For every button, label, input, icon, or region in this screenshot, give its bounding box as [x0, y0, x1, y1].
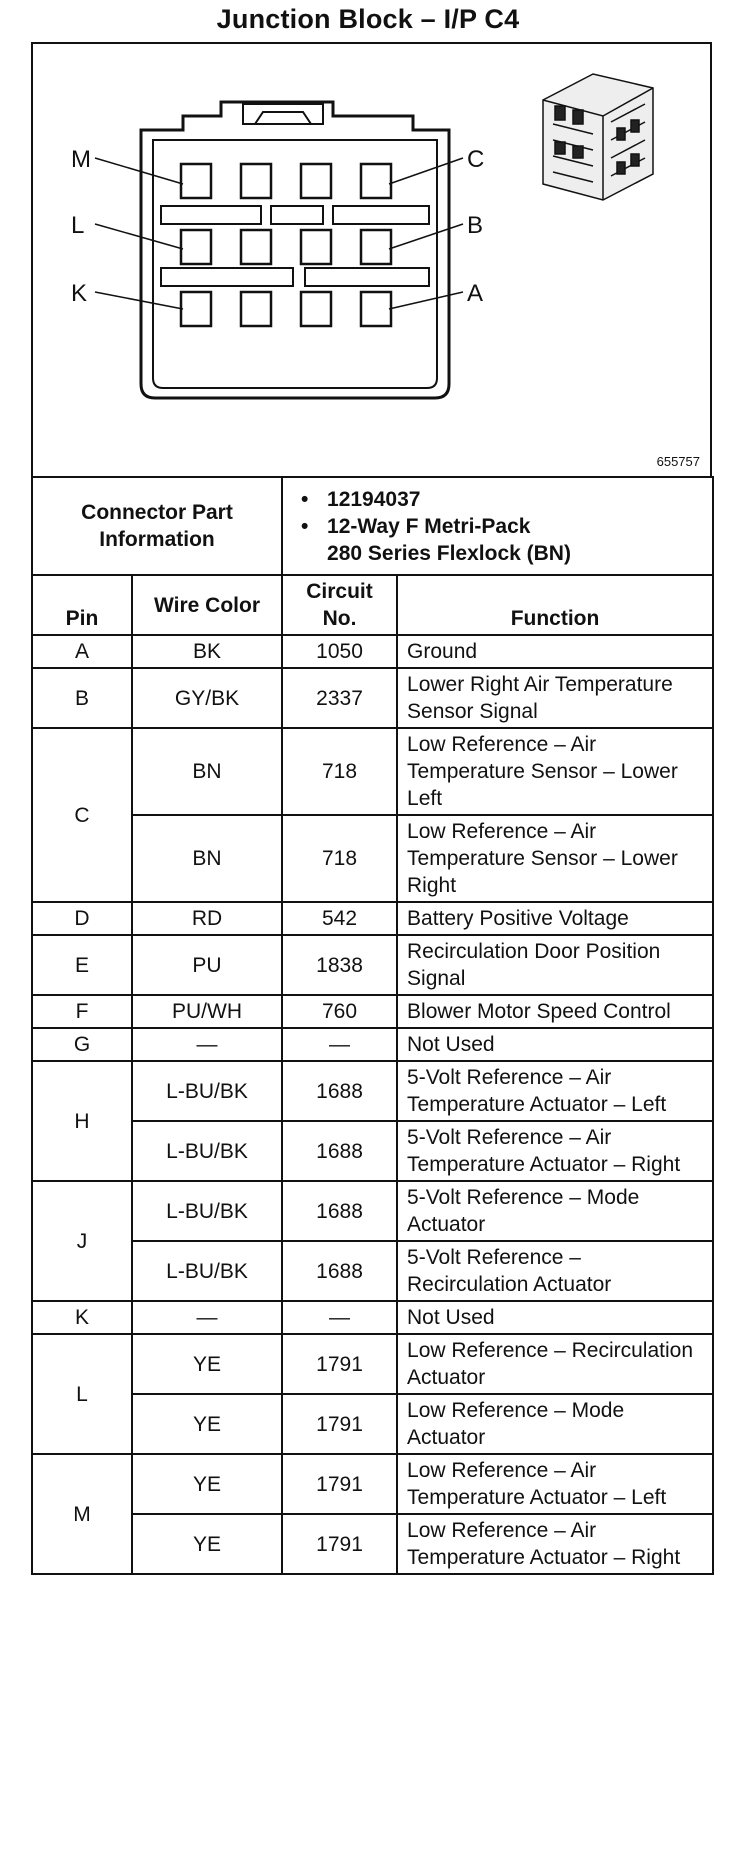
connector-description: 12-Way F Metri-Pack — [327, 514, 531, 538]
table-row — [32, 1121, 713, 1181]
page-title: Junction Block – I/P C4 — [216, 4, 520, 34]
wire-color-cell: BN — [132, 815, 282, 902]
pin-cell: G — [32, 1028, 132, 1061]
wire-color-cell: YE — [132, 1394, 282, 1454]
pin-cell: E — [32, 935, 132, 995]
header-circuit-no: Circuit No. — [282, 575, 397, 635]
circuit-no-cell: 1688 — [282, 1061, 397, 1121]
connector-diagram — [31, 42, 712, 476]
wire-color-cell: YE — [132, 1514, 282, 1574]
pin-cell: J — [32, 1181, 132, 1301]
header-row — [32, 575, 713, 635]
function-cell: Low Reference – Air Temperature Sensor – Lower Right — [397, 815, 713, 902]
function-cell: Low Reference – Air Temperature Sensor – Lower Left — [397, 728, 713, 815]
table-row — [32, 995, 713, 1028]
pinout-table — [31, 476, 714, 1575]
function-cell: 5-Volt Reference – Recirculation Actuator — [397, 1241, 713, 1301]
circuit-no-cell: 1688 — [282, 1181, 397, 1241]
pin-cell: C — [32, 728, 132, 902]
pin-cell: B — [32, 668, 132, 728]
table-row — [32, 1454, 713, 1514]
table-row — [32, 935, 713, 995]
table-row — [32, 1028, 713, 1061]
function-cell: Blower Motor Speed Control — [397, 995, 713, 1028]
circuit-no-cell: 1791 — [282, 1334, 397, 1394]
header-pin: Pin — [32, 575, 132, 635]
circuit-no-cell: 1838 — [282, 935, 397, 995]
circuit-no-cell: 1791 — [282, 1394, 397, 1454]
wire-color-cell: L-BU/BK — [132, 1121, 282, 1181]
circuit-no-cell: 1791 — [282, 1454, 397, 1514]
function-cell: Low Reference – Air Temperature Actuator – Right — [397, 1514, 713, 1574]
function-cell: Low Reference – Air Temperature Actuator – Left — [397, 1454, 713, 1514]
function-cell: 5-Volt Reference – Mode Actuator — [397, 1181, 713, 1241]
circuit-no-cell: 1791 — [282, 1514, 397, 1574]
pin-label-a: A — [467, 280, 484, 307]
wire-color-cell: RD — [132, 902, 282, 935]
pin-label-c: C — [467, 146, 485, 173]
circuit-no-cell: 542 — [282, 902, 397, 935]
table-row — [32, 902, 713, 935]
table-row — [32, 1301, 713, 1334]
wire-color-cell: — — [132, 1301, 282, 1334]
connector-face-drawing — [33, 44, 714, 478]
pin-cell: L — [32, 1334, 132, 1454]
pin-label-l: L — [71, 212, 85, 239]
table-row — [32, 728, 713, 815]
figure-number: 655757 — [656, 454, 700, 469]
circuit-no-cell: 1688 — [282, 1121, 397, 1181]
pin-cell: M — [32, 1454, 132, 1574]
pin-label-k: K — [71, 280, 88, 307]
function-cell: Lower Right Air Temperature Sensor Signal — [397, 668, 713, 728]
wire-color-cell: L-BU/BK — [132, 1181, 282, 1241]
wire-color-cell: YE — [132, 1454, 282, 1514]
circuit-no-cell: 718 — [282, 728, 397, 815]
table-row — [32, 1061, 713, 1121]
table-row — [32, 1334, 713, 1394]
wire-color-cell: BN — [132, 728, 282, 815]
table-row — [32, 1181, 713, 1241]
wire-color-cell: GY/BK — [132, 668, 282, 728]
pin-cell: K — [32, 1301, 132, 1334]
function-cell: Low Reference – Mode Actuator — [397, 1394, 713, 1454]
wire-color-cell: PU/WH — [132, 995, 282, 1028]
function-cell: 5-Volt Reference – Air Temperature Actuator – Left — [397, 1061, 713, 1121]
wire-color-cell: L-BU/BK — [132, 1241, 282, 1301]
pin-cell: F — [32, 995, 132, 1028]
table-row — [32, 1241, 713, 1301]
wire-color-cell: — — [132, 1028, 282, 1061]
circuit-no-cell: — — [282, 1028, 397, 1061]
wire-color-cell: L-BU/BK — [132, 1061, 282, 1121]
pin-label-b: B — [467, 212, 484, 239]
function-cell: Ground — [397, 635, 713, 668]
pin-label-m: M — [71, 146, 91, 173]
table-row — [32, 635, 713, 668]
function-cell: Battery Positive Voltage — [397, 902, 713, 935]
table-row — [32, 668, 713, 728]
wire-color-cell: BK — [132, 635, 282, 668]
pin-cell: H — [32, 1061, 132, 1181]
function-cell: 5-Volt Reference – Air Temperature Actuator – Right — [397, 1121, 713, 1181]
table-row — [32, 1514, 713, 1574]
circuit-no-cell: 2337 — [282, 668, 397, 728]
wire-color-cell: PU — [132, 935, 282, 995]
wire-color-cell: YE — [132, 1334, 282, 1394]
pin-cell: D — [32, 902, 132, 935]
function-cell: Not Used — [397, 1028, 713, 1061]
circuit-no-cell: 718 — [282, 815, 397, 902]
circuit-no-cell: 760 — [282, 995, 397, 1028]
circuit-no-cell: — — [282, 1301, 397, 1334]
circuit-no-cell: 1688 — [282, 1241, 397, 1301]
circuit-no-cell: 1050 — [282, 635, 397, 668]
connector-isometric-icon — [543, 74, 653, 200]
function-cell: Not Used — [397, 1301, 713, 1334]
connector-info-row — [32, 477, 713, 575]
table-row — [32, 1394, 713, 1454]
connector-info-details: • 12194037 • 12-Way F Metri-Pack 280 Series Flexlock (BN) — [282, 477, 713, 575]
connector-info-label: Connector Part Information — [32, 477, 282, 575]
pin-cell: A — [32, 635, 132, 668]
header-wire-color: Wire Color — [132, 575, 282, 635]
header-function: Function — [397, 575, 713, 635]
connector-description-2: 280 Series Flexlock (BN) — [327, 541, 571, 565]
function-cell: Recirculation Door Position Signal — [397, 935, 713, 995]
part-number: 12194037 — [327, 487, 421, 511]
function-cell: Low Reference – Recirculation Actuator — [397, 1334, 713, 1394]
table-row — [32, 815, 713, 902]
